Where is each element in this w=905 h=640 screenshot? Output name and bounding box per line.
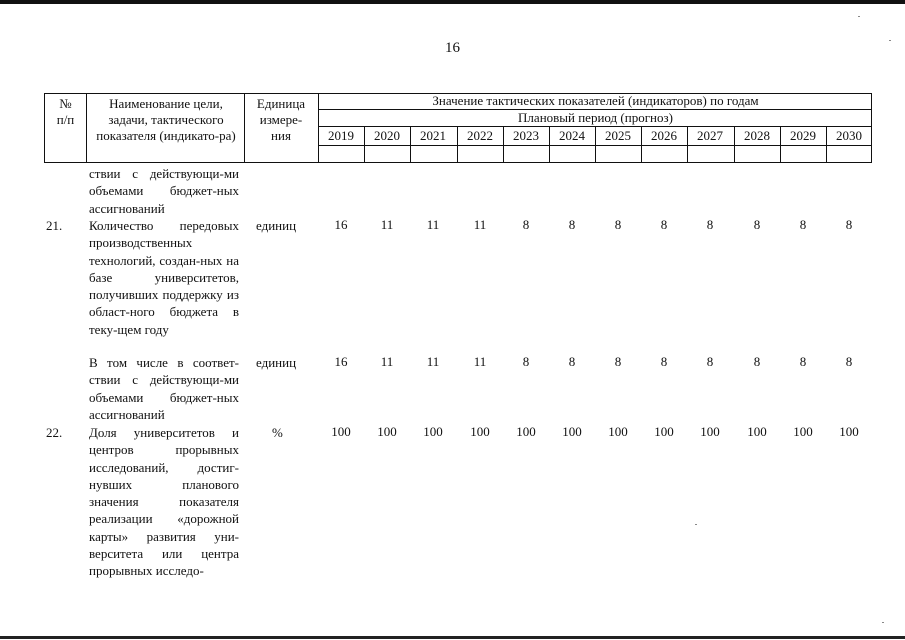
value-cell: 8 — [522, 354, 530, 369]
year-header: 2028 — [744, 128, 770, 143]
value-cell: 16 — [334, 217, 348, 232]
value-cell: 8 — [799, 217, 807, 232]
scan-speck — [695, 524, 697, 525]
value-cell: 8 — [614, 217, 622, 232]
page-number: 16 — [445, 40, 460, 56]
header-plan-period: Плановый период (прогноз) — [518, 110, 673, 125]
header-unit: Единица измере-ния — [256, 96, 306, 143]
year-header: 2019 — [328, 128, 354, 143]
value-cell: 100 — [516, 424, 536, 439]
header-number: № п/п — [56, 96, 75, 127]
value-cell: 11 — [426, 354, 440, 369]
value-cell: 100 — [839, 424, 859, 439]
scan-bottom-border — [0, 636, 905, 639]
value-cell: 11 — [380, 217, 394, 232]
value-cell: 8 — [706, 217, 714, 232]
value-cell: 100 — [562, 424, 582, 439]
value-cell: 16 — [334, 354, 348, 369]
value-cell: 100 — [700, 424, 720, 439]
row-21-sub-desc: В том числе в соответ-ствии с действующи-ми объемами бюджет-ных ассигнований — [89, 355, 239, 422]
value-cell: 11 — [473, 217, 487, 232]
value-cell: 8 — [614, 354, 622, 369]
scan-top-border — [0, 0, 905, 4]
year-header: 2029 — [790, 128, 816, 143]
value-cell: 11 — [473, 354, 487, 369]
value-cell: 8 — [522, 217, 530, 232]
row-22-number: 22. — [46, 425, 63, 440]
value-cell: 100 — [423, 424, 443, 439]
year-header: 2025 — [605, 128, 631, 143]
year-header: 2022 — [467, 128, 493, 143]
value-cell: 100 — [793, 424, 813, 439]
value-cell: 8 — [799, 354, 807, 369]
year-header: 2024 — [559, 128, 585, 143]
year-header: 2026 — [651, 128, 677, 143]
row-continuation-desc: ствии с действующи-ми объемами бюджет-ных ассигнований — [89, 166, 239, 216]
value-cell: 8 — [753, 217, 761, 232]
value-cell: 100 — [377, 424, 397, 439]
row-21-number: 21. — [46, 218, 63, 233]
row-21-unit: единиц — [256, 218, 297, 233]
value-cell: 100 — [470, 424, 490, 439]
value-cell: 100 — [331, 424, 351, 439]
value-cell: 100 — [608, 424, 628, 439]
value-cell: 8 — [706, 354, 714, 369]
scan-speck — [889, 40, 891, 41]
value-cell: 8 — [568, 354, 576, 369]
year-header: 2030 — [836, 128, 862, 143]
value-cell: 8 — [660, 217, 668, 232]
header-values-title: Значение тактических показателей (индикаторов) по годам — [432, 93, 759, 108]
value-cell: 11 — [380, 354, 394, 369]
value-cell: 8 — [845, 217, 853, 232]
year-header: 2021 — [420, 128, 446, 143]
scan-speck — [858, 16, 860, 17]
row-22-unit: % — [272, 425, 283, 440]
header-indicator-name: Наименование цели, задачи, тактического показателя (индикато-ра) — [96, 96, 236, 143]
row-21-sub-unit: единиц — [256, 355, 297, 370]
year-header: 2020 — [374, 128, 400, 143]
value-cell: 8 — [845, 354, 853, 369]
value-cell: 100 — [747, 424, 767, 439]
value-cell: 8 — [568, 217, 576, 232]
value-cell: 11 — [426, 217, 440, 232]
row-22-desc: Доля университетов и центров прорывных исследований, достиг-нувших планового значения показателя реализации «дорожной карты» развития уни-верситета или центра прорывных исследо- — [89, 425, 239, 579]
value-cell: 8 — [753, 354, 761, 369]
scan-speck — [882, 622, 884, 623]
year-header: 2023 — [513, 128, 539, 143]
year-header: 2027 — [697, 128, 723, 143]
value-cell: 8 — [660, 354, 668, 369]
row-21-desc: Количество передовых производственных технологий, создан-ных на базе университетов, получивших поддержку из област-ного бюджета в теку-щем году — [89, 218, 239, 337]
value-cell: 100 — [654, 424, 674, 439]
